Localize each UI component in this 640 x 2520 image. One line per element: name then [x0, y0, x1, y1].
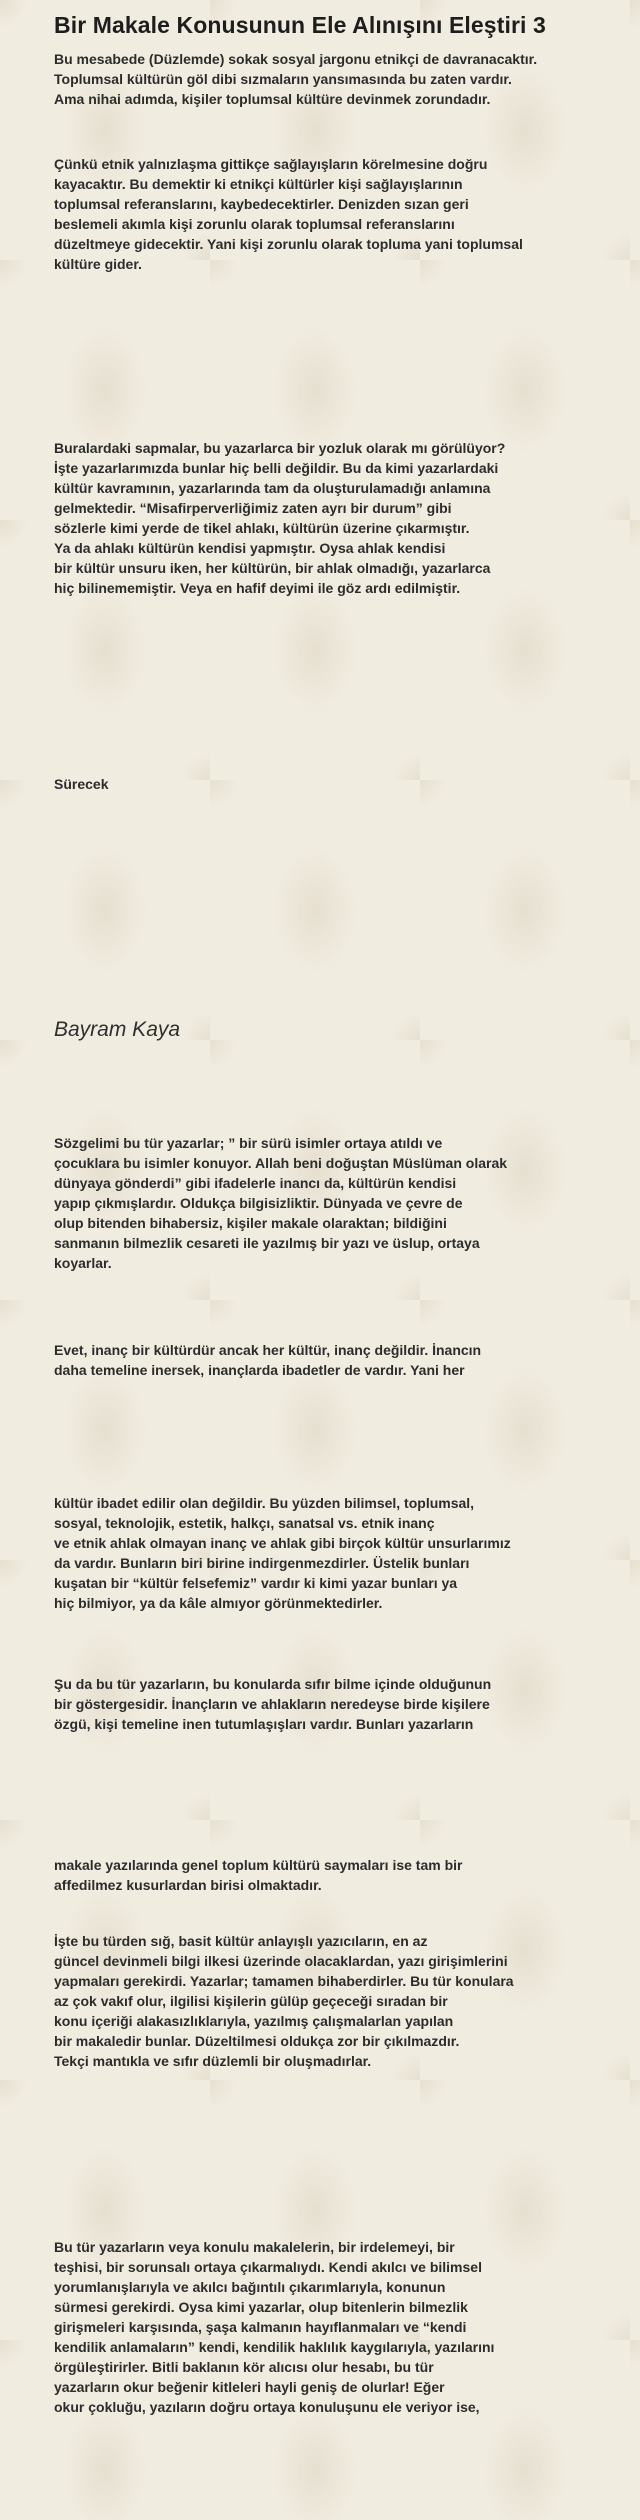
text-line: Evet, inanç bir kültürdür ancak her kültür, inanç değildir. İnancın — [54, 1342, 482, 1358]
text-line: az çok vakıf olur, ilgilisi kişilerin gülüp geçeceği sıradan bir — [54, 1993, 448, 2009]
text-line: kültür kavramının, yazarlarında tam da oluşturulamadığı anlamına — [54, 480, 491, 496]
text-line: bir kültür unsuru iken, her kültürün, bir ahlak olmadığı, yazarlarca — [54, 560, 491, 576]
text-line: Ama nihai adımda, kişiler toplumsal kültüre devinmek zorundadır. — [54, 91, 491, 107]
author-name: Bayram Kaya — [54, 1018, 181, 1041]
text-line: İşte bu türden sığ, basit kültür anlayışlı yazıcıların, en az — [54, 1933, 428, 1949]
text-line: güncel devinmeli bilgi ilkesi üzerinde olacaklardan, yazı girişimlerini — [54, 1953, 508, 1969]
text-line: sürmesi gerekirdi. Oysa kimi yazarlar, olup bitenlerin bilmezlik — [54, 2299, 468, 2315]
text-line: Buralardaki sapmalar, bu yazarlarca bir yozluk olarak mı görülüyor? — [54, 440, 506, 456]
text-line: koyarlar. — [54, 1255, 112, 1271]
text-line: Tekçi mantıkla ve sıfır düzlemli bir oluşmadırlar. — [54, 2053, 372, 2069]
paragraph-4 — [54, 1133, 614, 1273]
paragraph-1 — [54, 49, 614, 109]
text-line: Toplumsal kültürün göl dibi sızmaların yansımasında bu zaten vardır. — [54, 71, 512, 87]
text-line: makale yazılarında genel toplum kültürü saymaları ise tam bir — [54, 1857, 463, 1873]
text-line: sosyal, teknolojik, estetik, halkçı, sanatsal vs. etnik inanç — [54, 1515, 435, 1531]
text-line: özgü, kişi temeline inen tutumlaşışları vardır. Bunları yazarların — [54, 1716, 474, 1732]
text-line: düzeltmeye gidecektir. Yani kişi zorunlu olarak topluma yani toplumsal — [54, 236, 523, 252]
text-line: bir makaledir bunlar. Düzeltilmesi oldukça zor bir çıkılmazdır. — [54, 2033, 460, 2049]
text-line: çocuklara bu isimler konuyor. Allah beni doğuştan Müslüman olarak — [54, 1155, 508, 1171]
text-line: daha temeline inersek, inançlarda ibadetler de vardır. Yani her — [54, 1362, 465, 1378]
text-line: hiç bilmiyor, ya da kâle almıyor görünmektedirler. — [54, 1595, 383, 1611]
text-line: Ya da ahlakı kültürün kendisi yapmıştır. Oysa ahlak kendisi — [54, 540, 446, 556]
text-line: bir göstergesidir. İnançların ve ahlakların neredeyse birde kişilere — [54, 1696, 490, 1712]
text-line: affedilmez kusurlardan birisi olmaktadır. — [54, 1877, 322, 1893]
paragraph-8 — [54, 1855, 614, 1895]
text-line: kültür ibadet edilir olan değildir. Bu yüzden bilimsel, toplumsal, — [54, 1495, 475, 1511]
text-line: sözlerle kimi yerde de tikel ahlakı, kültürün üzerine çıkarmıştır. — [54, 520, 470, 536]
text-line: teşhisi, bir sorunsalı ortaya çıkarmalıydı. Kendi akılcı ve bilimsel — [54, 2259, 482, 2275]
text-line: hiç bilinememiştir. Veya en hafif deyimi ile göz ardı edilmiştir. — [54, 580, 461, 596]
text-line: ve etnik ahlak olmayan inanç ve ahlak gibi birçok kültür unsurlarımız — [54, 1535, 511, 1551]
paragraph-2 — [54, 154, 614, 274]
text-line: olup bitenden bihabersiz, kişiler makale olaraktan; bildiğini — [54, 1215, 447, 1231]
text-line: kendilik anlamaların” kendi, kendilik haklılık kaygılarıyla, yazılarını — [54, 2339, 495, 2355]
text-line: gelmektedir. “Misafirperverliğimiz zaten ayrı bir durum” gibi — [54, 500, 452, 516]
text-line: sanmanın bilmezlik cesareti ile yazılmış bir yazı ve üslup, ortaya — [54, 1235, 480, 1251]
text-line: dünyaya gönderdi” gibi ifadelerle inancı da, kültürün kendisi — [54, 1175, 457, 1191]
text-line: kuşatan bir “kültür felsefemiz” vardır ki kimi yazar bunları ya — [54, 1575, 458, 1591]
text-line: da vardır. Bunların biri birine indirgenmezdirler. Üstelik bunları — [54, 1555, 470, 1571]
text-line: kayacaktır. Bu demektir ki etnikçi kültürler kişi sağlayışlarının — [54, 176, 463, 192]
paragraph-9 — [54, 1931, 614, 2071]
text-line: İşte yazarlarımızda bunlar hiç belli değildir. Bu da kimi yazarlardaki — [54, 460, 499, 476]
paragraph-6 — [54, 1493, 614, 1613]
text-line: okur çokluğu, yazıların doğru ortaya konuluşunu ele veriyor ise, — [54, 2399, 480, 2415]
text-line: Sürecek — [54, 776, 109, 792]
text-line: Bu tür yazarların veya konulu makalelerin, bir irdelemeyi, bir — [54, 2239, 455, 2255]
text-line: Şu da bu tür yazarların, bu konularda sıfır bilme içinde olduğunun — [54, 1676, 492, 1692]
text-line: örgüleştirirler. Bitli baklanın kör alıcısı olur hesabı, bu tür — [54, 2359, 434, 2375]
paragraph-10 — [54, 2237, 614, 2417]
text-line: yorumlanışlarıyla ve akılcı bağıntılı çıkarımlarıyla, konunun — [54, 2279, 446, 2295]
text-line: yazarların okur beğenir kitleleri hayli geniş de olurlar! Eğer — [54, 2379, 445, 2395]
text-line: Çünkü etnik yalnızlaşma gittikçe sağlayışların körelmesine doğru — [54, 156, 488, 172]
text-line: Sözgelimi bu tür yazarlar; ” bir sürü isimler ortaya atıldı ve — [54, 1135, 443, 1151]
text-line: konu içeriği alakasızlıklarıyla, yazılmış çalışmalarlan yapılan — [54, 2013, 454, 2029]
text-line: yapmaları gerekirdi. Yazarlar; tamamen bihaberdirler. Bu tür konulara — [54, 1973, 514, 1989]
paragraph-5 — [54, 1340, 614, 1380]
paragraph-3 — [54, 438, 614, 598]
text-line: toplumsal referanslarını, kaybedecektirler. Denizden sızan geri — [54, 196, 469, 212]
text-line: girişmeleri karşısında, şaşa kalmanın hayıflanmaları ve “kendi — [54, 2319, 467, 2335]
continued-note — [54, 774, 614, 794]
text-line: beslemeli akımla kişi zorunlu olarak toplumsal referanslarını — [54, 216, 455, 232]
text-line: Bu mesabede (Düzlemde) sokak sosyal jargonu etnikçi de davranacaktır. — [54, 51, 538, 67]
article-title: Bir Makale Konusunun Ele Alınışını Eleştiri 3 — [54, 12, 546, 38]
text-line: kültüre gider. — [54, 256, 142, 272]
paragraph-7 — [54, 1674, 614, 1734]
text-line: yapıp çıkmışlardır. Oldukça bilgisizliktir. Dünyada ve çevre de — [54, 1195, 463, 1211]
